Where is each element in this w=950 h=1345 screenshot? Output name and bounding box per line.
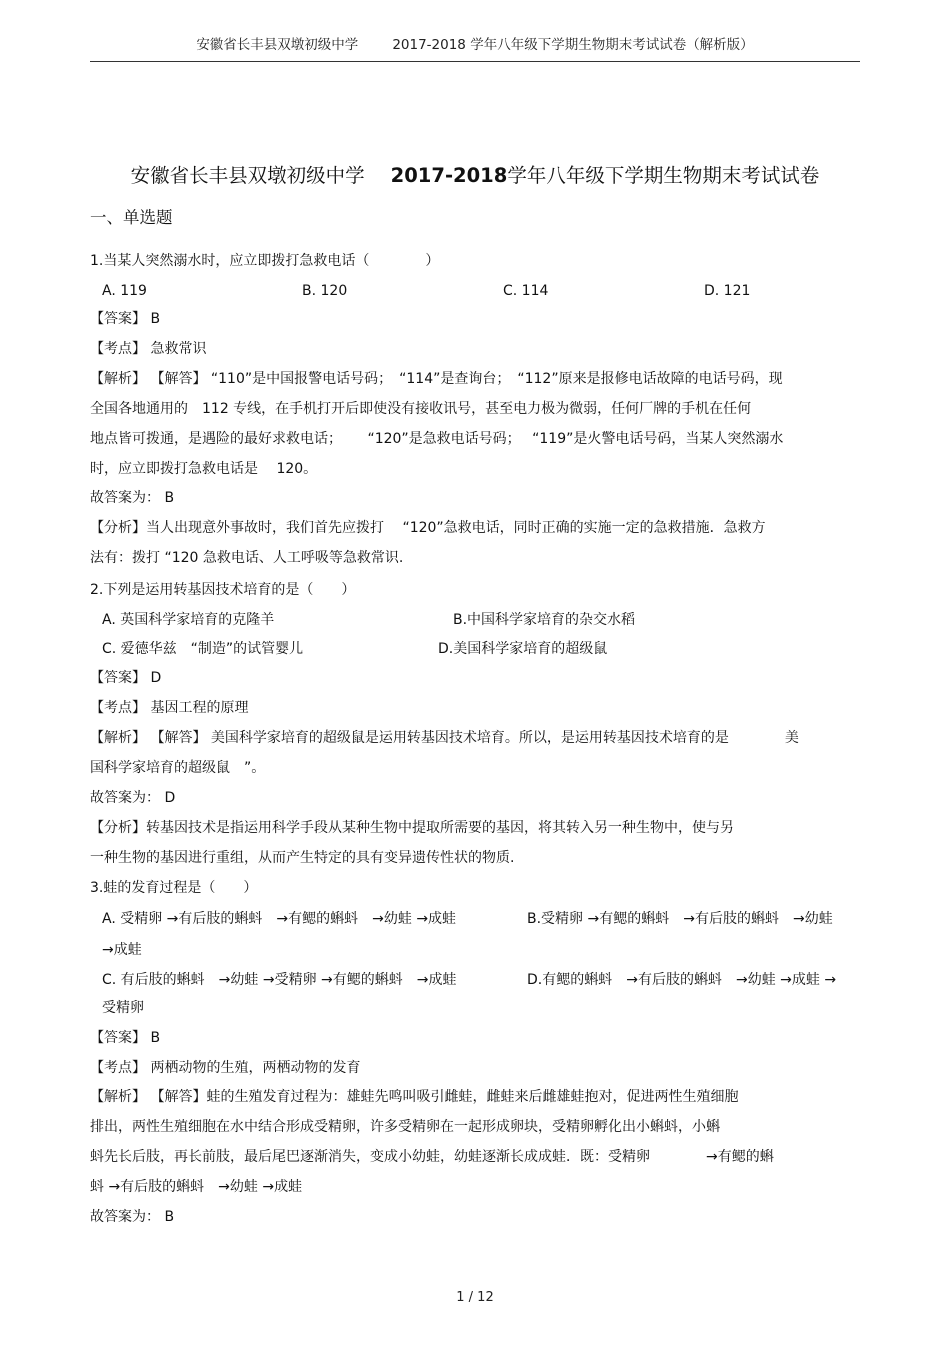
title-school: 安徽省长丰县双墩初级中学 xyxy=(130,164,365,187)
q3-analysis-line: 【解析】 【解答】蛙的生殖发育过程为：雄蛙先鸣叫吸引雌蛙，雌蛙来后雌雄蛙抱对，促进两性生殖细胞 xyxy=(90,1089,739,1105)
q3-final-answer: 故答案为： B xyxy=(90,1209,175,1225)
q3-analysis-line: 蚪 →有后肢的蝌蚪 →幼蛙 →成蛙 xyxy=(90,1179,303,1195)
q3-option-d: D.有鳃的蝌蚪 →有后肢的蝌蚪 →幼蛙 →成蛙 → xyxy=(527,972,837,988)
q2-point: 【考点】 基因工程的原理 xyxy=(90,700,249,716)
q2-stem: 2.下列是运用转基因技术培育的是（ ） xyxy=(90,582,356,598)
q1-analysis-line: 全国各地通用的 112 专线，在手机打开后即使没有接收讯号，甚至电力极为微弱，任何厂牌的手机在任何 xyxy=(90,401,752,417)
q3-option-d-cont: 受精卵 xyxy=(102,1000,144,1016)
q2-option-d: D.美国科学家培育的超级鼠 xyxy=(438,641,608,657)
q1-stem: 1.当某人突然溺水时，应立即拨打急救电话（ ） xyxy=(90,253,440,269)
q3-option-a: A. 受精卵 →有后肢的蝌蚪 →有鳃的蝌蚪 →幼蛙 →成蛙 xyxy=(102,911,457,927)
q2-option-c: C. 爱德华兹 “制造”的试管婴儿 xyxy=(102,641,304,657)
q3-point: 【考点】 两栖动物的生殖，两栖动物的发育 xyxy=(90,1060,361,1076)
page-number: 1 / 12 xyxy=(456,1290,494,1305)
section-heading: 一、单选题 xyxy=(90,208,173,227)
q3-option-b-cont: →成蛙 xyxy=(102,942,142,958)
q1-option-b: B. 120 xyxy=(302,283,348,299)
q1-option-d: D. 121 xyxy=(704,283,751,299)
q1-fenxi-line: 法有：拨打 “120 急救电话、人工呼吸等急救常识. xyxy=(90,550,404,566)
header-exam: 2017-2018 学年八年级下学期生物期末考试试卷（解析版） xyxy=(392,37,754,53)
q1-point: 【考点】 急救常识 xyxy=(90,341,207,357)
q3-option-b: B.受精卵 →有鳃的蝌蚪 →有后肢的蝌蚪 →幼蛙 xyxy=(527,911,833,927)
q1-analysis-line: 地点皆可拨通，是遇险的最好求救电话； “120”是急救电话号码； “119”是火警电话号码，当某人突然溺水 xyxy=(90,431,784,447)
header-rule xyxy=(90,61,860,62)
q1-analysis-line: 时，应立即拨打急救电话是 120。 xyxy=(90,461,318,477)
q2-analysis-line: 国科学家培育的超级鼠 ”。 xyxy=(90,760,266,776)
q1-answer: 【答案】 B xyxy=(90,311,161,327)
q3-analysis-line: 蚪先长后肢，再长前肢，最后尾巴逐渐消失，变成小幼蛙，幼蛙逐渐长成成蛙．既：受精卵 →有鳃的蝌 xyxy=(90,1149,774,1165)
q1-option-a: A. 119 xyxy=(102,283,147,299)
title-year: 2017-2018 xyxy=(390,164,508,187)
q3-stem: 3.蛙的发育过程是（ ） xyxy=(90,880,258,896)
q2-fenxi-line: 一种生物的基因进行重组，从而产生特定的具有变异遗传性状的物质. xyxy=(90,850,515,866)
q2-fenxi-line: 【分析】转基因技术是指运用科学手段从某种生物中提取所需要的基因，将其转入另一种生物中，使与另 xyxy=(90,820,734,836)
q1-option-c: C. 114 xyxy=(503,283,549,299)
q3-analysis-line: 排出，两性生殖细胞在水中结合形成受精卵，许多受精卵在一起形成卵块，受精卵孵化出小蝌蚪，小蝌 xyxy=(90,1119,720,1135)
q2-answer: 【答案】 D xyxy=(90,670,162,686)
running-header xyxy=(0,33,950,53)
q1-analysis-line: 【解析】 【解答】 “110”是中国报警电话号码； “114”是查询台； “112”原来是报修电话故障的电话号码，现 xyxy=(90,371,783,387)
header-school: 安徽省长丰县双墩初级中学 xyxy=(196,37,359,53)
q1-final-answer: 故答案为： B xyxy=(90,490,175,506)
q2-analysis-line: 【解析】 【解答】 美国科学家培育的超级鼠是运用转基因技术培育。所以，是运用转基因技术培育的是 美 xyxy=(90,730,799,746)
page-title xyxy=(0,160,950,188)
q2-final-answer: 故答案为： D xyxy=(90,790,176,806)
q3-option-c: C. 有后肢的蝌蚪 →幼蛙 →受精卵 →有鳃的蝌蚪 →成蛙 xyxy=(102,972,457,988)
q3-answer: 【答案】 B xyxy=(90,1030,161,1046)
q1-fenxi-line: 【分析】当人出现意外事故时，我们首先应拨打 “120”急救电话，同时正确的实施一定的急救措施．急救方 xyxy=(90,520,766,536)
q2-option-a: A. 英国科学家培育的克隆羊 xyxy=(102,612,275,628)
title-exam: 学年八年级下学期生物期末考试试卷 xyxy=(507,164,820,187)
q2-option-b: B.中国科学家培育的杂交水稻 xyxy=(453,612,636,628)
